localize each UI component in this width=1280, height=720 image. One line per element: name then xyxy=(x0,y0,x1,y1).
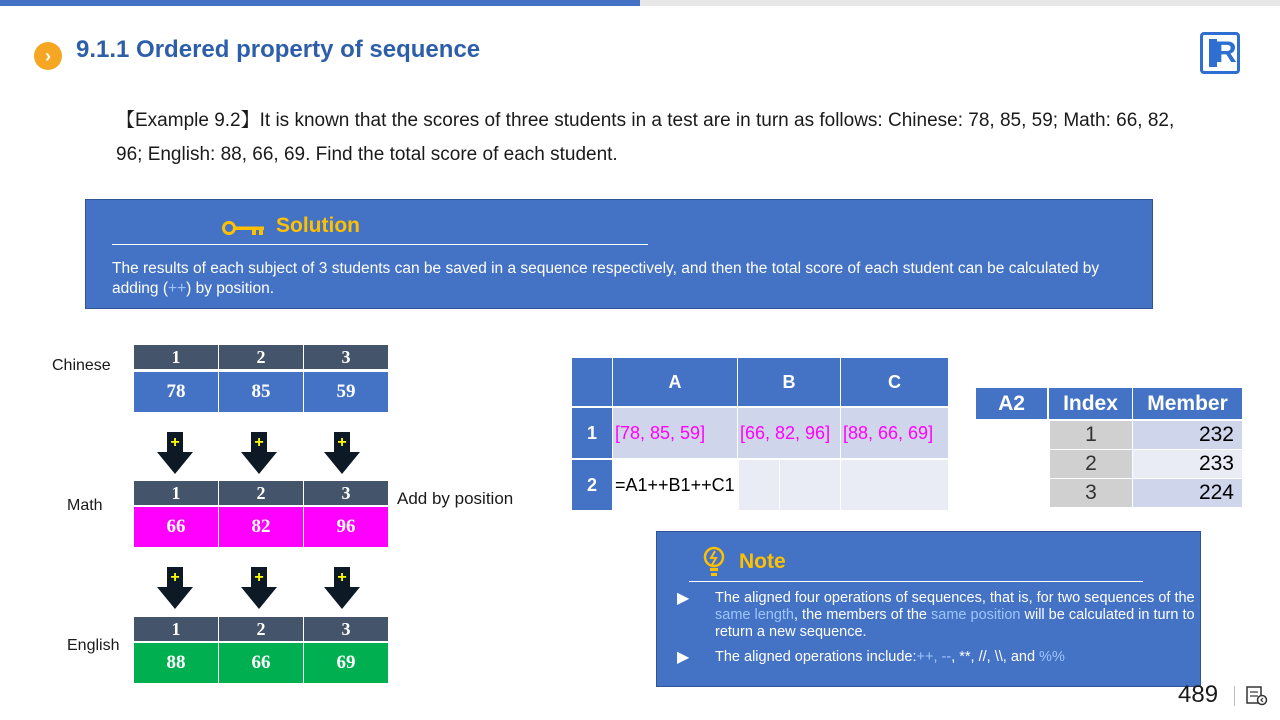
cell-c1[interactable]: [88, 66, 69] xyxy=(841,408,948,458)
example-text: 【Example 9.2】It is known that the scores of three students in a test are in turn as follows: Chinese: 78, 85, 59; Math: 66, 82, 96; English: 88, 66, 69. Find the total score of each student. xyxy=(116,110,1175,165)
value-cell: 66 xyxy=(134,507,219,547)
cell-b2-ext[interactable] xyxy=(780,460,840,510)
cellset-grid xyxy=(572,358,948,510)
plus-sign: + xyxy=(254,569,264,586)
index-cell: 3 xyxy=(304,345,389,369)
index-cell: 1 xyxy=(134,345,219,369)
plus-sign: + xyxy=(254,434,264,451)
cell-a2[interactable]: =A1++B1++C1 xyxy=(615,475,735,495)
solution-box xyxy=(85,199,1153,309)
page-title: 9.1.1 Ordered property of sequence xyxy=(76,36,481,63)
index-header: Index xyxy=(1049,388,1132,419)
row-header-1[interactable]: 1 xyxy=(572,408,612,458)
index-cell: 2 xyxy=(219,481,304,505)
key-icon xyxy=(222,220,266,236)
result-member: 232 xyxy=(1133,421,1242,449)
row-label-english: English xyxy=(67,637,120,654)
logo-letter: R xyxy=(1215,36,1237,69)
value-row-math xyxy=(134,507,389,547)
cell-a1[interactable]: [78, 85, 59] xyxy=(613,408,737,458)
row-label-math: Math xyxy=(67,497,103,514)
result-label: A2 xyxy=(976,388,1047,419)
solution-text: The results of each subject of 3 students can be saved in a sequence respectively, and then the total score of each student can be calculated by adding (++) by position. xyxy=(112,260,1100,297)
result-member: 233 xyxy=(1133,450,1242,478)
grid-corner xyxy=(572,358,612,406)
index-row-chinese xyxy=(134,345,389,369)
value-cell: 96 xyxy=(304,507,389,547)
cell-b1[interactable]: [66, 82, 96] xyxy=(738,408,840,458)
page-number: 489 xyxy=(1178,681,1219,708)
value-cell: 78 xyxy=(134,372,219,412)
top-progress-track xyxy=(640,0,1280,6)
column-header-c[interactable]: C xyxy=(841,358,948,406)
top-progress-bar xyxy=(0,0,640,6)
index-row-math xyxy=(134,481,389,505)
result-index: 2 xyxy=(1050,450,1132,478)
column-header-b[interactable]: B xyxy=(738,358,840,406)
value-cell: 66 xyxy=(219,643,304,683)
triangle-bullet-icon: ▶ xyxy=(677,590,690,607)
solution-divider xyxy=(112,244,648,245)
value-cell: 88 xyxy=(134,643,219,683)
index-cell: 1 xyxy=(134,617,219,641)
row-header-2[interactable]: 2 xyxy=(572,460,612,510)
index-cell: 2 xyxy=(219,345,304,369)
operator-text: ++ xyxy=(168,280,187,297)
note-divider xyxy=(689,581,1143,582)
index-cell: 1 xyxy=(134,481,219,505)
logo xyxy=(1200,32,1240,74)
row-label-chinese: Chinese xyxy=(52,357,111,374)
plus-sign: + xyxy=(170,569,180,586)
lightbulb-icon xyxy=(703,546,725,578)
plus-sign: + xyxy=(337,569,347,586)
slide-menu-icon[interactable] xyxy=(1246,686,1268,706)
value-cell: 69 xyxy=(304,643,389,683)
footer-divider xyxy=(1234,686,1235,706)
result-member: 224 xyxy=(1133,479,1242,507)
note-text-2: The aligned operations include:++, --, **, //, \\, and %% xyxy=(715,649,1065,665)
plus-sign: + xyxy=(337,434,347,451)
note-title: Note xyxy=(739,550,786,573)
value-row-chinese xyxy=(134,372,389,412)
index-cell: 3 xyxy=(304,617,389,641)
value-cell: 82 xyxy=(219,507,304,547)
add-by-position-label: Add by position xyxy=(397,489,514,508)
value-cell: 59 xyxy=(304,372,389,412)
cell-c2[interactable] xyxy=(841,460,948,510)
index-cell: 2 xyxy=(219,617,304,641)
note-item-1 xyxy=(677,590,1195,644)
result-index: 3 xyxy=(1050,479,1132,507)
plus-sign: + xyxy=(170,434,180,451)
chevron-right-icon: › xyxy=(34,42,62,70)
index-row-english xyxy=(134,617,389,641)
triangle-bullet-icon: ▶ xyxy=(677,649,690,666)
solution-title: Solution xyxy=(276,214,360,237)
member-header: Member xyxy=(1133,388,1242,419)
note-box xyxy=(656,531,1201,687)
cell-b2[interactable] xyxy=(738,460,779,510)
result-index: 1 xyxy=(1050,421,1132,449)
value-cell: 85 xyxy=(219,372,304,412)
note-item-2 xyxy=(677,649,1187,669)
value-row-english xyxy=(134,643,389,683)
note-text-1: The aligned four operations of sequences, that is, for two sequences of the same length, the members of the same position will be calculated in turn to return a new sequence. xyxy=(715,590,1195,640)
column-header-a[interactable]: A xyxy=(613,358,737,406)
index-cell: 3 xyxy=(304,481,389,505)
